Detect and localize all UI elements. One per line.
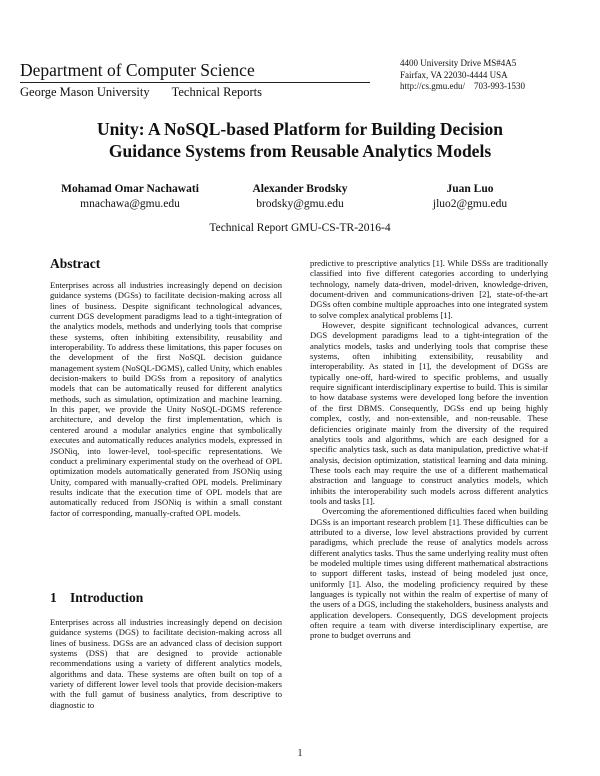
address-line-1: 4400 University Drive MS#4A5: [400, 58, 517, 68]
author-email[interactable]: mnachawa@gmu.edu: [80, 198, 180, 210]
right-paragraph-1: predictive to prescriptive analytics [1]. While DSSs are traditionally classified into five different categories according to underlying technology, namely data-driven, model-driven, knowledge-driven, document-driven and communications-driven [2], state-of-the-art DGSs often combine multiple approaches into one integrated system to solve complex analytical problems [1].: [310, 258, 548, 320]
header-subline: [20, 85, 370, 100]
abstract-heading: Abstract: [50, 256, 101, 271]
right-paragraph-2: However, despite significant technological advances, current DGS development paradigms lead to a tight-integration of the analytics models, tasks and underlying tools that comprise these systems, often inhibiting extensibility, reusability and interoperability. As stated in [1], the development of DGSs are typically one-off, hard-wired to specific problems, and usually require significant interdisciplinary expertise to build. This is similar to how database systems were developed long before the invention of the first DBMS. Consequently, DGSs end up being highly complex, costly, and non-extensible, and non-reusable. These deficiencies originate mainly from the diversity of the required analytics tools and algorithms, which are each designed for a specific analytics task, such as data manipulation, predictive what-if analysis, decision optimization, statistical learning and data mining. These tools each may require the use of a different mathematical abstraction and language to construct analytics models, which inhibits the interoperability such models across different analytics tools and tasks [1].: [310, 320, 548, 506]
paper-title: [40, 118, 560, 162]
author-1: [40, 182, 220, 212]
department-header: [20, 60, 370, 100]
report-number: Technical Report GMU-CS-TR-2016-4: [209, 222, 391, 234]
intro-heading: [50, 590, 143, 606]
title-line-1: Unity: A NoSQL-based Platform for Building Decision: [96, 119, 504, 139]
header-rule: [20, 82, 370, 83]
website-link[interactable]: http://cs.gmu.edu/: [400, 81, 465, 91]
university-name: George Mason University: [20, 85, 150, 99]
phone-number: 703-993-1530: [474, 81, 525, 91]
contact-line: [400, 81, 525, 93]
report-series: Technical Reports: [171, 85, 263, 99]
title-line-2: Guidance Systems from Reusable Analytics Models: [108, 141, 492, 161]
department-name: Department of Computer Science: [20, 60, 255, 80]
author-name: Alexander Brodsky: [252, 183, 348, 195]
abstract-paragraph: Enterprises across all industries increasingly depend on decision guidance systems (DGSs) to facilitate decision-making across all lines of business. Despite significant technological advances, current DGS development paradigms lead to a tight-integration of the analytics models, methods and underlying tools that comprise these systems, often inhibiting extensibility, reusability and interoperability. To address these limitations, this paper focuses on the development of the first NoSQL decision guidance management system (NoSQL-DGMS), called Unity, which enables decision-makers to build DGSs from a repository of analytics models that can be automatically reused for different analytics methods, such as simulation, optimization and machine learning. In this paper, we provide the Unity NoSQL-DGMS reference architecture, and develop the first implementation, which is centered around a modular analytics engine that symbolically executes and automatically reduces analytics models, expressed in JSONiq, into lower-level, tool-specific representations. We conduct a preliminary experimental study on the overhead of OPL optimization models automatically generated from JSONiq using Unity, compared with manually-crafted OPL models. Preliminary results indicate that the execution time of OPL models that are automatically reduced from JSONiq is within a small constant factor of corresponding, manually-crafted OPL models.: [50, 280, 282, 518]
author-name: Juan Luo: [446, 183, 494, 195]
section-number: 1: [50, 590, 57, 605]
author-email[interactable]: brodsky@gmu.edu: [256, 198, 344, 210]
right-paragraph-3: Overcoming the aforementioned difficulties faced when building DGSs is an important research problem [1]. These difficulties can be attributed to a diverse, low level abstractions provided by current paradigms, which preclude the reuse of analytics models across different analytics tasks. Thus the same underlying reality must often be modeled multiple times using different mathematical abstractions to support different tasks, instead of being modeled just once, uniformly [1]. Also, the modeling proficiency required by these languages is typically not within the realm of expertise of many of the users of a DGS, including the stakeholders, business analysts and application developers. Consequently, DGS development projects often require a team with diverse interdisciplinary expertise, are prone to budget overruns and: [310, 506, 548, 641]
address-line-2: Fairfax, VA 22030-4444 USA: [400, 69, 508, 80]
author-email[interactable]: jluo2@gmu.edu: [432, 198, 508, 210]
author-3: [380, 182, 560, 212]
intro-body: [50, 617, 282, 710]
author-name: Mohamad Omar Nachawati: [61, 183, 199, 195]
right-column: [310, 258, 548, 641]
section-title: Introduction: [70, 590, 144, 605]
intro-paragraph: Enterprises across all industries increasingly depend on decision guidance systems (DGS) to facilitate decision-making across all lines of business. DGSs are an advanced class of decision support systems (DSS) that are designed to provide actionable recommendations using a variety of different analytics models, algorithms and data. These systems are often built on top of a variety of different lower level tools that provide decision-makers with the full gamut of business analytics, from descriptive to diagnostic to: [50, 617, 282, 710]
author-2: [220, 182, 380, 212]
abstract-body: [50, 280, 282, 518]
contact-block: [400, 58, 525, 93]
page-number: 1: [297, 748, 303, 759]
